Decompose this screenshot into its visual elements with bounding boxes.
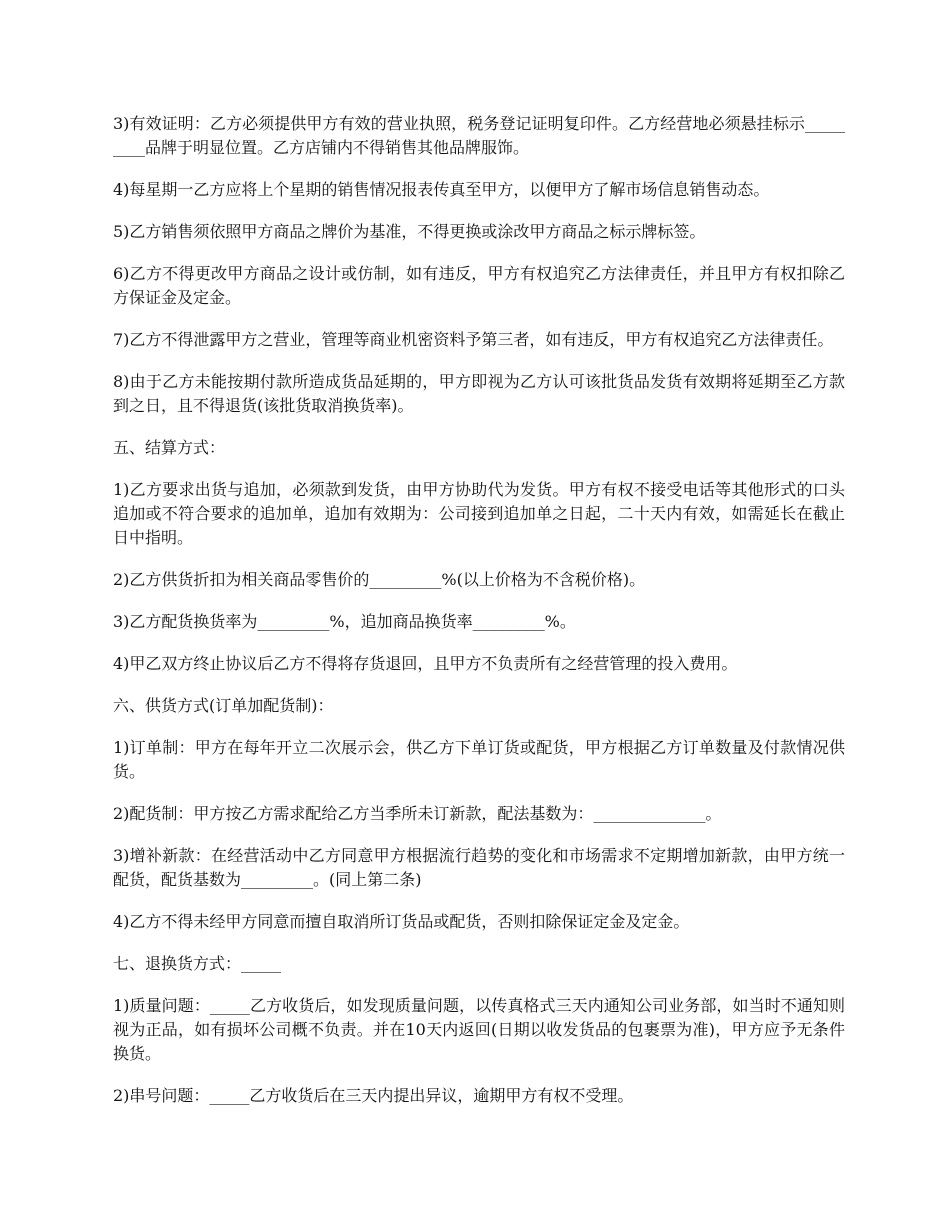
clause-new-styles: 3)增补新款：在经营活动中乙方同意甲方根据流行趋势的变化和市场需求不定期增加新款，由甲方统一配货，配货基数为_________。(同上第二条) [113,846,845,889]
section-heading-returns: 七、退换货方式：_____ [113,954,282,973]
clause-exchange-rate: 3)乙方配货换货率为_________%，追加商品换货率_________%。 [113,612,576,631]
section-heading-supply: 六、供货方式(订单加配货制)： [113,696,334,715]
clause-late-payment: 8)由于乙方未能按期付款所造成货品延期的，甲方即视为乙方认可该批货品发货有效期将延期至乙方款到之日，且不得退货(该批货取消换货率)。 [113,372,845,415]
clause-allocation-system: 2)配货制：甲方按乙方需求配给乙方当季所未订新款，配法基数为：______________。 [113,804,722,823]
clause-serial-issue: 2)串号问题：_____乙方收货后在三天内提出异议，逾期甲方有权不受理。 [113,1086,634,1105]
clause-no-cancellation: 4)乙方不得未经甲方同意而擅自取消所订货品或配货，否则扣除保证定金及定金。 [113,912,690,931]
clause-valid-certificate: 3)有效证明：乙方必须提供甲方有效的营业执照，税务登记证明复印件。乙方经营地必须悬挂标示_________品牌于明显位置。乙方店铺内不得销售其他品牌服饰。 [113,114,845,157]
clause-supply-discount: 2)乙方供货折扣为相关商品零售价的_________%(以上价格为不含税价格)。 [113,570,646,589]
clause-shipment-order: 1)乙方要求出货与追加，必须款到发货，由甲方协助代为发货。甲方有权不接受电话等其他形式的口头追加或不符合要求的追加单，追加有效期为：公司接到追加单之日起，二十天内有效，如需延长在截止日中指明。 [113,480,845,547]
clause-no-design-change: 6)乙方不得更改甲方商品之设计或仿制，如有违反，甲方有权追究乙方法律责任，并且甲方有权扣除乙方保证金及定金。 [113,264,845,307]
clause-quality-issue: 1)质量问题：_____乙方收货后，如发现质量问题，以传真格式三天内通知公司业务部，如当时不通知则视为正品，如有损坏公司概不负责。并在10天内返回(日期以收发货品的包裹票为准)，甲方应予无条件换货。 [113,996,845,1063]
clause-order-system: 1)订单制：甲方在每年开立二次展示会，供乙方下单订货或配货，甲方根据乙方订单数量及付款情况供货。 [113,738,845,781]
clause-confidentiality: 7)乙方不得泄露甲方之营业，管理等商业机密资料予第三者，如有违反，甲方有权追究乙方法律责任。 [113,330,834,349]
clause-price-tag: 5)乙方销售须依照甲方商品之牌价为基准，不得更换或涂改甲方商品之标示牌标签。 [113,222,706,241]
clause-termination: 4)甲乙双方终止协议后乙方不得将存货退回，且甲方不负责所有之经营管理的投入费用。 [113,654,738,673]
section-heading-settlement: 五、结算方式： [113,438,226,457]
clause-weekly-report: 4)每星期一乙方应将上个星期的销售情况报表传真至甲方，以便甲方了解市场信息销售动态。 [113,180,770,199]
document-page [113,112,845,1126]
